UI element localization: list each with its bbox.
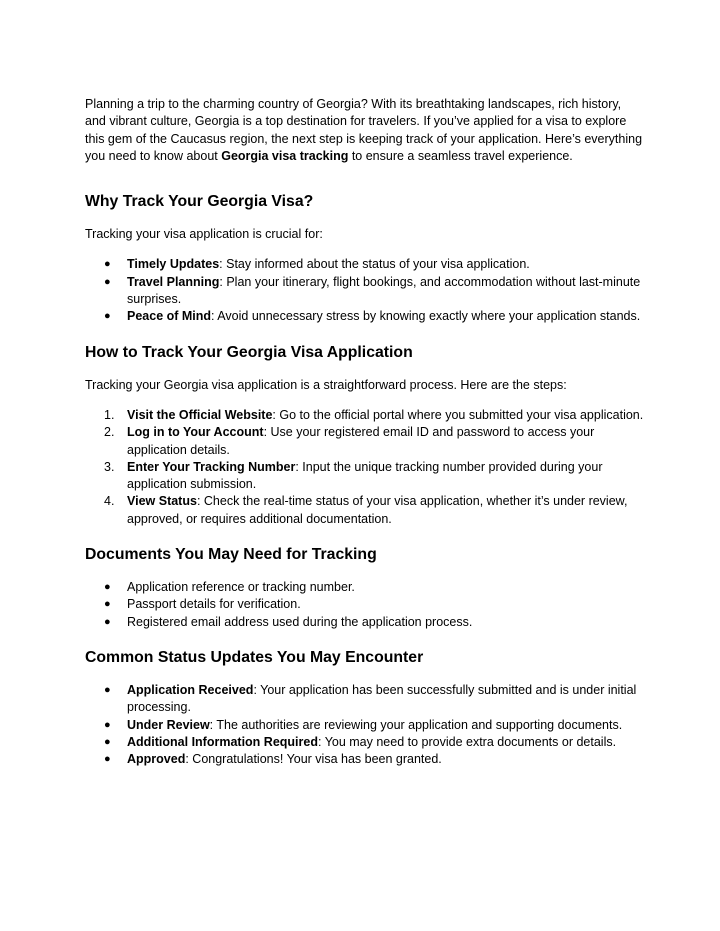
document-body [85, 96, 645, 768]
item-text: : The authorities are reviewing your application and supporting documents. [209, 717, 623, 732]
bullet-icon: ● [104, 753, 111, 766]
item-term: Visit the Official Website [127, 407, 273, 422]
documents-list [85, 579, 645, 631]
status-list [85, 682, 645, 768]
item-term: View Status [127, 494, 197, 509]
intro-paragraph [85, 96, 645, 165]
item-text: Application reference or tracking number. [127, 580, 355, 595]
item-text: : Use your registered email ID and password to access your application details. [127, 425, 595, 457]
step-number: 1. [104, 407, 115, 422]
bullet-icon: ● [104, 581, 111, 594]
list-item [85, 407, 645, 424]
item-term: Travel Planning [127, 274, 220, 289]
list-item [85, 717, 645, 734]
bullet-icon: ● [104, 718, 111, 731]
list-item [85, 274, 645, 309]
item-text: Passport details for verification. [127, 597, 301, 612]
bullet-icon: ● [104, 275, 111, 288]
step-number: 3. [104, 459, 115, 474]
how-lead: Tracking your Georgia visa application is a straightforward process. Here are the steps: [85, 377, 567, 392]
item-text: : Check the real-time status of your visa application, whether it’s under review, approved, or requires additional documentation. [127, 494, 628, 526]
list-item [85, 308, 645, 325]
item-term: Enter Your Tracking Number [127, 459, 296, 474]
item-term: Under Review [127, 717, 210, 732]
intro-keyword: Georgia visa tracking [221, 148, 349, 163]
item-text: : Your application has been successfully submitted and is under initial processing. [127, 682, 637, 715]
item-text: : Input the unique tracking number provided during your application submission. [127, 459, 603, 492]
item-text: : Congratulations! Your visa has been granted. [185, 752, 442, 767]
item-text: : Stay informed about the status of your visa application. [219, 257, 530, 272]
list-item [85, 751, 645, 768]
list-item [85, 256, 645, 273]
heading-why-track: Why Track Your Georgia Visa? [85, 193, 314, 211]
item-text: : You may need to provide extra documents or details. [317, 734, 617, 749]
item-text: Registered email address used during the application process. [127, 614, 473, 629]
step-number: 4. [104, 494, 115, 509]
bullet-icon: ● [104, 683, 111, 696]
item-term: Timely Updates [127, 257, 220, 272]
item-text: : Plan your itinerary, flight bookings, and accommodation without last-minute surprises. [127, 274, 641, 307]
item-term: Peace of Mind [127, 309, 212, 324]
intro-text-end: to ensure a seamless travel experience. [348, 148, 573, 163]
how-steps-list [85, 407, 645, 528]
intro-text: Planning a trip to the charming country of Georgia? With its breathtaking landscapes, rich history, and vibrant culture, Georgia is a top destination for travelers. If you’ve applied for a visa to explore this gem of the Caucasus region, the next step is keeping track of your application. Here’s everything you need to know about [85, 97, 643, 163]
list-item [85, 493, 645, 528]
item-text: : Avoid unnecessary stress by knowing exactly where your application stands. [211, 309, 641, 324]
item-term: Additional Information Required [127, 734, 318, 749]
list-item [85, 596, 645, 613]
bullet-icon: ● [104, 310, 111, 323]
bullet-icon: ● [104, 615, 111, 628]
step-number: 2. [104, 425, 115, 440]
list-item [85, 579, 645, 596]
list-item [85, 734, 645, 751]
bullet-icon: ● [104, 598, 111, 611]
item-term: Application Received [127, 682, 254, 697]
item-term: Approved [127, 752, 186, 767]
heading-how-to-track: How to Track Your Georgia Visa Application [85, 343, 413, 361]
item-term: Log in to Your Account [127, 425, 264, 440]
item-text: : Go to the official portal where you submitted your visa application. [272, 407, 644, 422]
heading-documents: Documents You May Need for Tracking [85, 546, 377, 564]
list-item [85, 682, 645, 717]
list-item [85, 424, 645, 459]
list-item [85, 614, 645, 631]
why-list [85, 256, 645, 325]
bullet-icon: ● [104, 735, 111, 748]
heading-status-updates: Common Status Updates You May Encounter [85, 648, 424, 666]
list-item [85, 459, 645, 494]
why-lead: Tracking your visa application is crucial for: [85, 227, 323, 242]
bullet-icon: ● [104, 258, 111, 271]
